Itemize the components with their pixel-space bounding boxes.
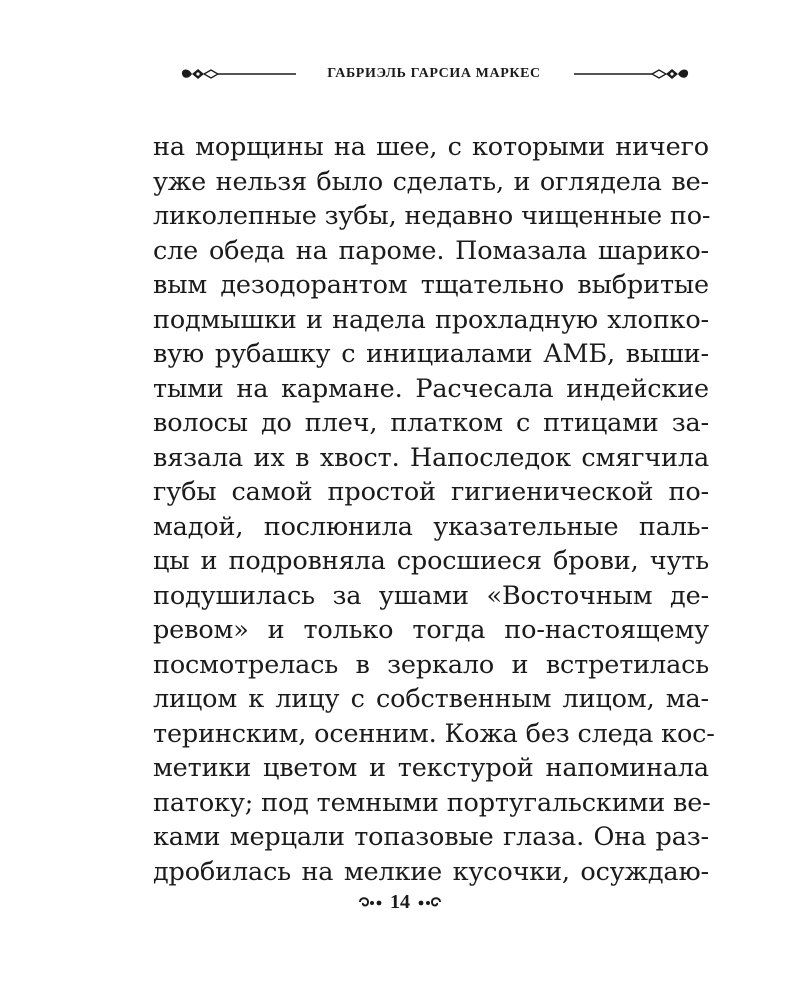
text-line: сле обеда на пароме. Помазала шарико- (153, 235, 709, 266)
text-line: теринским, осенним. Кожа без следа кос- (153, 718, 715, 749)
text-line: метики цветом и текстурой напоминала (153, 753, 709, 783)
text-line: тыми на кармане. Расчесала индейские (153, 373, 709, 404)
body-text (153, 130, 715, 889)
text-line: патоку; под темными португальскими ве- (153, 787, 711, 818)
text-line: губы самой простой гигиенической по- (153, 477, 709, 507)
text-line: посмотрелась в зеркало и встретилась (153, 649, 709, 680)
text-line: подмышки и надела прохладную хлопко- (153, 304, 709, 335)
running-header (0, 62, 800, 86)
text-line: вым дезодорантом тщательно выбритые (153, 270, 709, 300)
text-line: подушилась за ушами «Восточным де- (153, 580, 709, 611)
left-folio-ornament-icon (358, 895, 384, 909)
right-folio-ornament-icon (416, 895, 442, 909)
text-line: вую рубашку с инициалами АМБ, выши- (153, 339, 709, 369)
text-line: ликолепные зубы, недавно чищенные по- (153, 201, 711, 231)
text-line: уже нельзя было сделать, и оглядела ве- (153, 166, 709, 197)
text-line: лицом к лицу с собственным лицом, ма- (153, 684, 709, 714)
left-flourish-icon (178, 62, 298, 86)
text-line: мадой, послюнила указательные паль- (153, 511, 709, 542)
page-number-footer (350, 887, 450, 917)
right-flourish-icon (572, 62, 692, 86)
text-line: на морщины на шее, с которыми ничего (153, 132, 709, 162)
running-title: ГАБРИЭЛЬ ГАРСИА МАРКЕС (327, 66, 541, 81)
text-line: цы и подровняла сросшиеся брови, чуть (153, 546, 709, 576)
text-line: вязала их в хвост. Напоследок смягчила (153, 442, 709, 473)
text-line: дробилась на мелкие кусочки, осуждаю- (153, 856, 709, 887)
text-line: ревом» и только тогда по-настоящему (153, 615, 709, 645)
text-line: волосы до плеч, платком с птицами за- (153, 408, 709, 438)
text-line: ками мерцали топазовые глаза. Она раз- (153, 822, 709, 852)
page-number: 14 (390, 891, 410, 913)
